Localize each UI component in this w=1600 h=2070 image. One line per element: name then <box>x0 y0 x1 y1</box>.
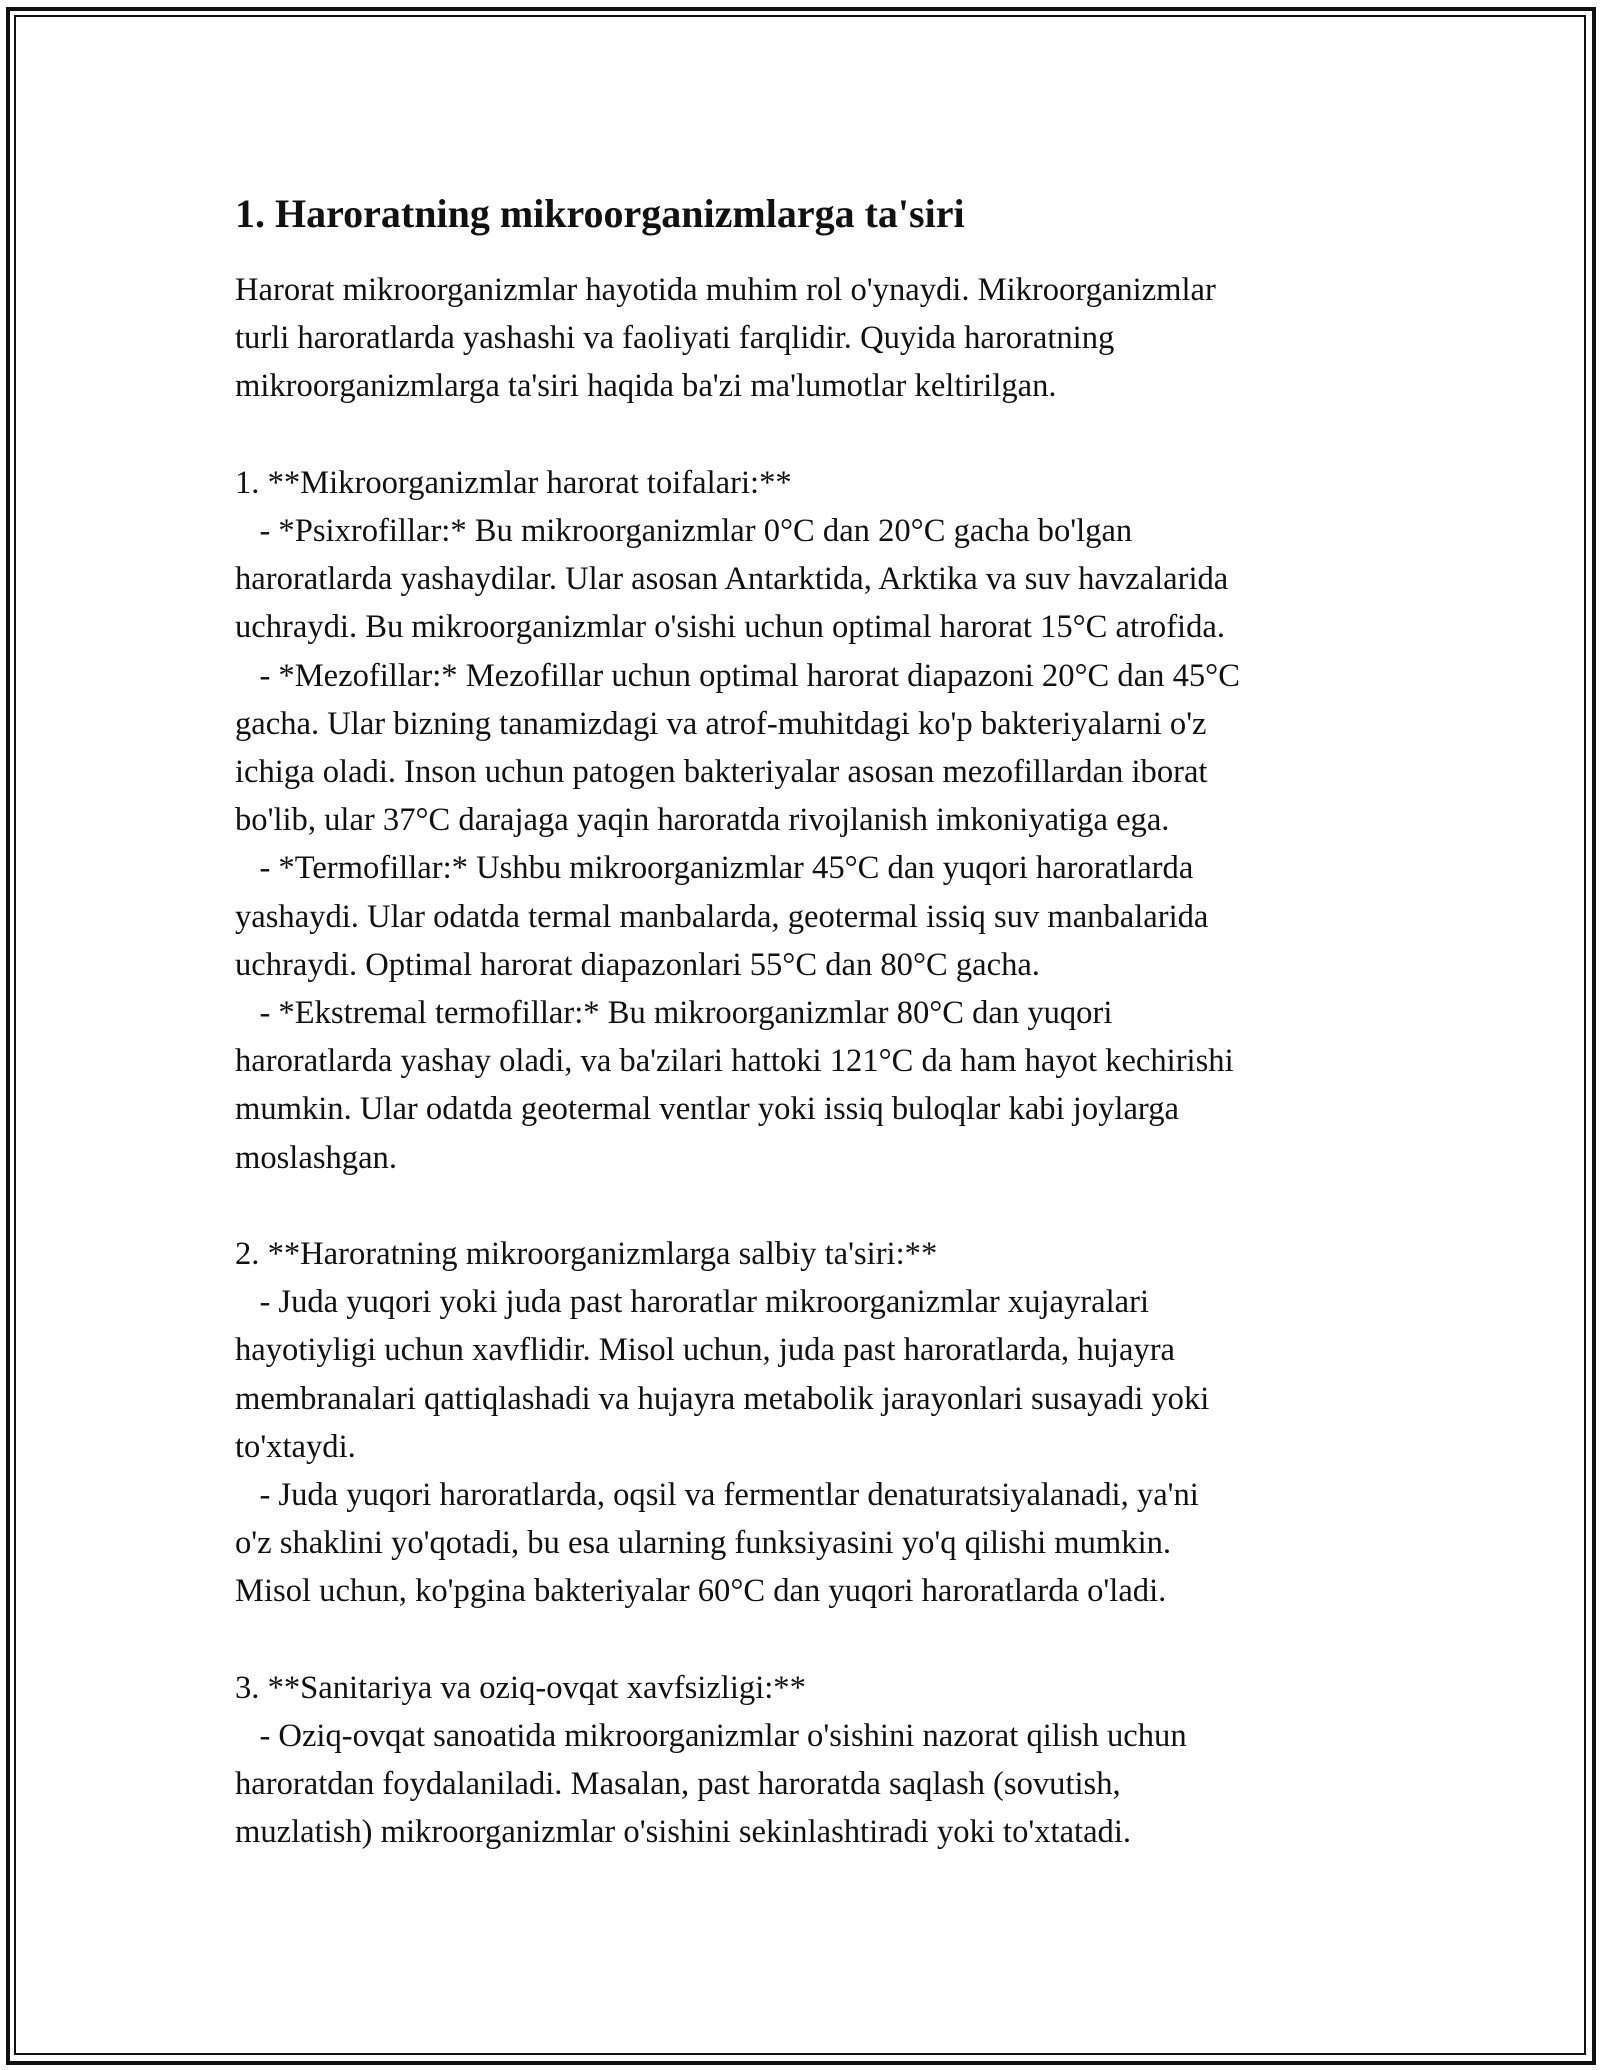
paragraph-gap <box>235 1182 1375 1230</box>
section-negative-effects: 2. **Haroratning mikroorganizmlarga salbiy ta'siri:** - Juda yuqori yoki juda past haroratlar mikroorganizmlar xujayralari hayotiyligi uchun xavflidir. Misol uchun, juda past haroratlarda, hujayra membranalari qattiqlashadi va hujayra metabolik jarayonlari susayadi yoki to'xtaydi. - Juda yuqori haroratlarda, oqsil va fermentlar denaturatsiyalanadi, ya'ni o'z shaklini yo'qotadi, bu esa ularning funksiyasini yo'q qilishi mumkin. Misol uchun, ko'pgina bakteriyalar 60°C dan yuqori haroratlarda o'ladi. <box>235 1236 1210 1610</box>
paragraph-gap <box>235 1616 1375 1664</box>
section-temperature-categories: 1. **Mikroorganizmlar harorat toifalari:** - *Psixrofillar:* Bu mikroorganizmlar 0°C dan 20°C gacha bo'lgan haroratlarda yashaydilar. Ular asosan Antarktida, Arktika va suv havzalarida uchraydi. Bu mikroorganizmlar o'sishi uchun optimal harorat 15°C atrofida. - *Mezofillar:* Mezofillar uchun optimal harorat diapazoni 20°C dan 45°C gacha. Ular bizning tanamizdagi va atrof-muhitdagi ko'p bakteriyalarni o'z ichiga oladi. Inson uchun patogen bakteriyalar asosan mezofillardan iborat bo'lib, ular 37°C darajaga yaqin haroratda rivojlanish imkoniyatiga ega. - *Termofillar:* Ushbu mikroorganizmlar 45°C dan yuqori haroratlarda yashaydi. Ular odatda termal manbalarda, geotermal issiq suv manbalarida uchraydi. Optimal harorat diapazonlari 55°C dan 80°C gacha. - *Ekstremal termofillar:* Bu mikroorganizmlar 80°C dan yuqori haroratlarda yashay oladi, va ba'zilari hattoki 121°C da ham hayot kechirishi mumkin. Ular odatda geotermal ventlar yoki issiq buloqlar kabi joylarga moslashgan. <box>235 464 1240 1176</box>
document-body <box>235 188 1375 1857</box>
intro-paragraph: Harorat mikroorganizmlar hayotida muhim rol o'ynaydi. Mikroorganizmlar turli haroratlarda yashashi va faoliyati farqlidir. Quyida haroratning mikroorganizmlarga ta'siri haqida ba'zi ma'lumotlar keltirilgan. <box>235 272 1216 405</box>
document-title: 1. Haroratning mikroorganizmlarga ta'siri <box>235 191 965 236</box>
section-food-safety: 3. **Sanitariya va oziq-ovqat xavfsizligi:** - Oziq-ovqat sanoatida mikroorganizmlar o'sishini nazorat qilish uchun haroratdan foydalaniladi. Masalan, past haroratda saqlash (sovutish, muzlatish) mikroorganizmlar o'sishini sekinlashtiradi yoki to'xtatadi. <box>235 1669 1187 1851</box>
paragraph-gap <box>235 411 1375 459</box>
